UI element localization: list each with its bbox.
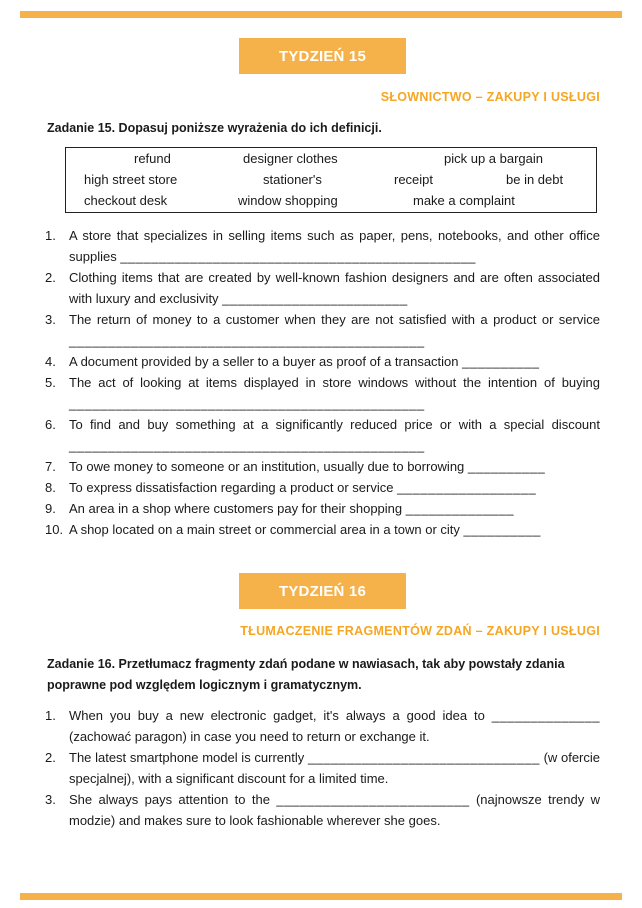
word-bank-item: receipt	[394, 172, 434, 187]
word-bank-item: designer clothes	[243, 151, 338, 166]
list-item	[45, 372, 600, 414]
item-text: (zachować paragon) in case you need to return or exchange it.	[69, 729, 430, 744]
item-text: To express dissatisfaction regarding a product or service	[69, 480, 394, 495]
item-text: The return of money to a customer when they are not satisfied with a product or service	[69, 312, 600, 327]
answer-blank[interactable]: ________________________	[222, 291, 408, 306]
item-number: 9.	[45, 501, 56, 516]
word-bank-item: make a complaint	[413, 193, 515, 208]
item-text: Clothing items that are created by well-known fashion designers and are often associated with luxury and exclusivity	[69, 270, 600, 306]
item-text: To owe money to someone or an institution, usually due to borrowing	[69, 459, 465, 474]
item-text: (najnowsze trendy w modzie) and makes sure to look fashionable wherever she goes.	[69, 792, 600, 828]
answer-blank[interactable]: ______________________________________________	[69, 396, 425, 411]
item-text: The latest smartphone model is currently	[69, 750, 305, 765]
item-number: 3.	[45, 312, 56, 327]
list-item	[45, 267, 600, 309]
top-accent-bar	[20, 11, 622, 18]
item-number: 4.	[45, 354, 56, 369]
word-bank	[65, 147, 597, 213]
list-item	[45, 225, 600, 267]
list-item	[45, 351, 600, 372]
vocabulary-section-title: SŁOWNICTWO – ZAKUPY I USŁUGI	[380, 90, 600, 104]
item-number: 6.	[45, 417, 56, 432]
answer-blank[interactable]: _________________________	[276, 792, 470, 807]
item-text: The act of looking at items displayed in store windows without the intention of buying	[69, 375, 600, 390]
item-number: 5.	[45, 375, 56, 390]
item-number: 7.	[45, 459, 56, 474]
answer-blank[interactable]: ______________________________________________	[69, 333, 425, 348]
item-text: (w ofercie specjalnej), with a significant discount for a limited time.	[69, 750, 600, 786]
list-item	[45, 705, 600, 747]
answer-blank[interactable]: ______________	[405, 501, 514, 516]
item-number: 2.	[45, 270, 56, 285]
answer-blank[interactable]: ______________________________________________	[120, 249, 476, 264]
item-number: 10.	[45, 522, 64, 537]
item-number: 1.	[45, 708, 56, 723]
item-number: 3.	[45, 792, 56, 807]
item-number: 8.	[45, 480, 56, 495]
word-bank-item: refund	[134, 151, 171, 166]
list-item	[45, 309, 600, 351]
word-bank-item: checkout desk	[84, 193, 168, 208]
list-item	[45, 747, 600, 789]
list-item	[45, 519, 600, 540]
answer-blank[interactable]: __________	[467, 459, 546, 474]
translation-list	[45, 705, 600, 831]
week-15-badge: TYDZIEŃ 15	[239, 38, 406, 74]
list-item	[45, 789, 600, 831]
bottom-accent-bar	[20, 893, 622, 900]
week-16-badge: TYDZIEŃ 16	[239, 573, 406, 609]
list-item	[45, 414, 600, 456]
answer-blank[interactable]: __________	[463, 522, 541, 537]
translation-section-title: TŁUMACZENIE FRAGMENTÓW ZDAŃ – ZAKUPY I USŁUGI	[240, 624, 600, 638]
list-item	[45, 498, 600, 519]
item-text: When you buy a new electronic gadget, it's always a good idea to	[69, 708, 485, 723]
task-15-instruction: Zadanie 15. Dopasuj poniższe wyrażenia do ich definicji.	[47, 121, 382, 135]
item-text: To find and buy something at a significantly reduced price or with a special discount	[69, 417, 600, 432]
item-number: 1.	[45, 228, 56, 243]
item-text: She always pays attention to the	[69, 792, 270, 807]
answer-blank[interactable]: __________________	[397, 480, 537, 495]
word-bank-item: stationer's	[263, 172, 322, 187]
answer-blank[interactable]: __________	[462, 354, 540, 369]
word-bank-item: pick up a bargain	[444, 151, 544, 166]
answer-blank[interactable]: ______________	[491, 708, 600, 723]
list-item	[45, 456, 600, 477]
word-bank-item: window shopping	[238, 193, 338, 208]
definitions-list	[45, 225, 600, 540]
word-bank-item: be in debt	[506, 172, 564, 187]
task-16-instruction: Zadanie 16. Przetłumacz fragmenty zdań podane w nawiasach, tak aby powstały zdania poprawne pod względem logicznym i gramatycznym.	[47, 657, 565, 692]
answer-blank[interactable]: ______________________________	[307, 750, 540, 765]
item-text: A document provided by a seller to a buyer as proof of a transaction	[69, 354, 459, 369]
word-bank-item: high street store	[84, 172, 178, 187]
item-text: A store that specializes in selling items such as paper, pens, notebooks, and other office supplies	[69, 228, 600, 264]
list-item	[45, 477, 600, 498]
item-text: A shop located on a main street or commercial area in a town or city	[69, 522, 460, 537]
item-number: 2.	[45, 750, 56, 765]
item-text: An area in a shop where customers pay for their shopping	[69, 501, 403, 516]
answer-blank[interactable]: ______________________________________________	[69, 438, 425, 453]
